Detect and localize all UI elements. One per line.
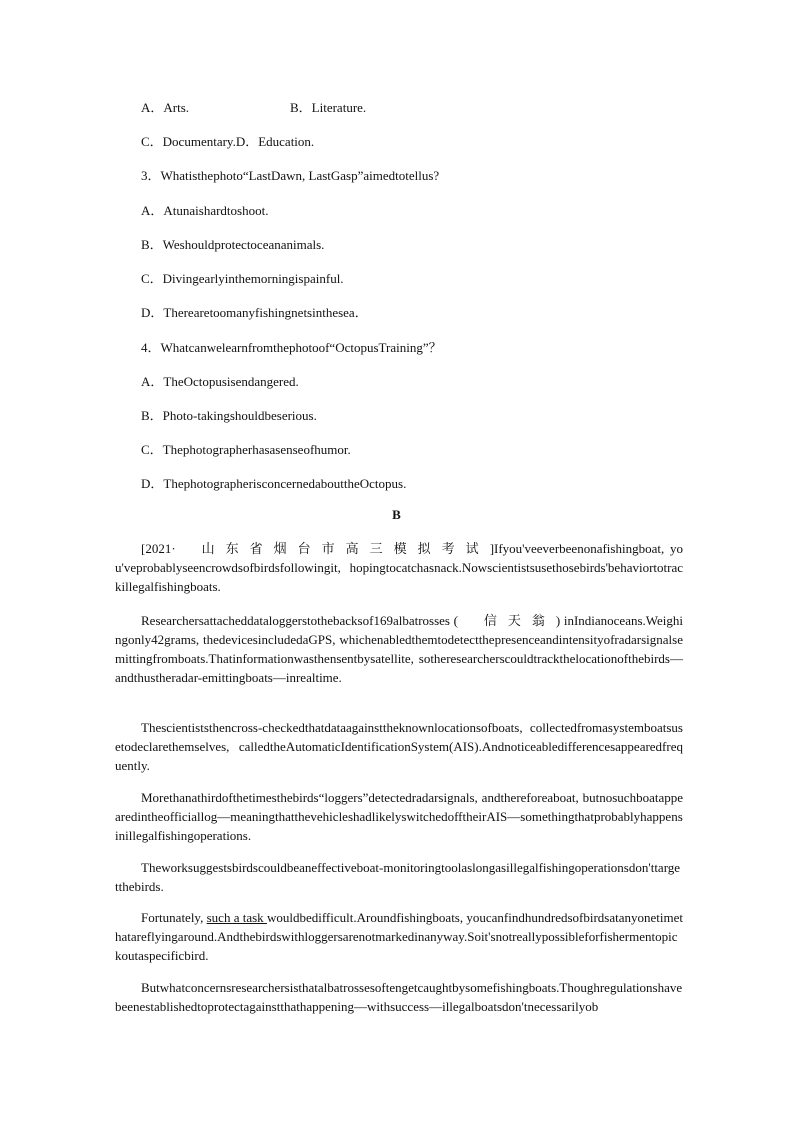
question-4-option-b: B．Photo-takingshouldbeserious. [141,408,317,423]
passage-paragraph-3 [115,718,683,775]
option-c-label: C．Documentary. [141,134,236,149]
option-b-literature: B．Literature. [290,100,367,115]
option-c-documentary [141,131,314,150]
passage-paragraph-6 [115,908,683,965]
paragraph-2-text-a: Researchersattacheddataloggerstothebacksof169albatrosses ( [141,613,458,628]
paragraph-3-text: Thescientiststhencross-checkedthatdataagainsttheknownlocationsofboats, collectedfromasystemboatsusetodeclarethemselves, calledtheAutomaticIdentificationSystem(AIS).Andnoticeabledifferencesappearedfrequently. [115,720,683,773]
question-3-option-a: A．Atunaishardtoshoot. [141,203,269,218]
paragraph-1-text: ]Ifyou'veeverbeenonafishingboat, you'veprobablyseencrowdsofbirdsfollowingit, hopingtocatchasnack.Nowscientistsusethosebirds'behaviortotrackillegalfishingboats. [115,541,683,594]
underlined-phrase: such a task [206,910,267,925]
question-4-stem: 4．Whatcanwelearnfromthephotoof“OctopusTraining”？ [141,340,442,355]
question-3-option-c: C．Divingearlyinthemorningispainful. [141,271,344,286]
question-3-option-b: B．Weshouldprotectoceananimals. [141,237,325,252]
source-name: 山东省烟台市高三模拟考试 [201,541,490,556]
paragraph-7-text: Butwhatconcernsresearchersisthatalbatrossesoftengetcaughtbysomefishingboats.Thoughregulationshavebeenestablishedtoprotectagainstthathappening—withsuccess—illegalboatsdon'tnecessarilyob [115,980,683,1014]
option-a-arts: A．Arts. [141,100,190,115]
passage-paragraph-5 [115,858,683,896]
passage-paragraph-7 [115,978,683,1016]
paragraph-2-text-b: ) inIndianoceans.Weighingonly42grams, thedevicesincludedaGPS, whichenabledthemtodetectthepresenceandintensityofradarsignalsemittingfromboats.Thatinformationwasthensentbysatellite, sotheresearcherscouldtrackthelocationofthebirds—andthustheradar-emittingboats—inrealtime. [115,613,683,685]
albatross-chinese-term: 信天翁 [483,613,556,628]
paragraph-5-text: Theworksuggestsbirdscouldbeaneffectiveboat-monitoringtoolaslongasillegalfishingoperationsdon'ttargetthebirds. [115,860,681,894]
question-3-option-d: D．Therearetoomanyfishingnetsinthesea． [141,305,368,320]
question-4-option-d: D．ThephotographerisconcernedabouttheOctopus. [141,476,407,491]
question-4-option-a: A．TheOctopusisendangered. [141,374,299,389]
passage-paragraph-1 [115,539,683,596]
section-heading: B [392,507,401,522]
option-d-label: D．Education. [235,134,315,149]
passage-paragraph-4 [115,788,683,845]
question-3-stem: 3．Whatisthephoto“LastDawn, LastGasp”aimedtotellus? [141,168,440,183]
paragraph-6-text-a: Fortunately, [141,910,207,925]
passage-paragraph-2 [115,611,683,687]
paragraph-4-text: Morethanathirdofthetimesthebirds“loggers”detectedradarsignals, andthereforeaboat, butnosuchboatappearedintheofficiallog—meaningthatthevehicleshadlikelyswitchedofftheirAIS—somethingthatprobablyhappensinillegalfishingoperations. [115,790,683,843]
source-prefix: [2021· [141,541,176,556]
paragraph-6-text-b: wouldbedifficult.Aroundfishingboats, youcanfindhundredsofbirdsatanyonetimethatareflyingaround.Andthebirdswithloggersarenotmarkedinanyway.Soit'snotreallypossibleforfishermentopickoutaspecificbird. [115,910,683,963]
question-4-option-c: C．Thephotographerhasasenseofhumor. [141,442,351,457]
